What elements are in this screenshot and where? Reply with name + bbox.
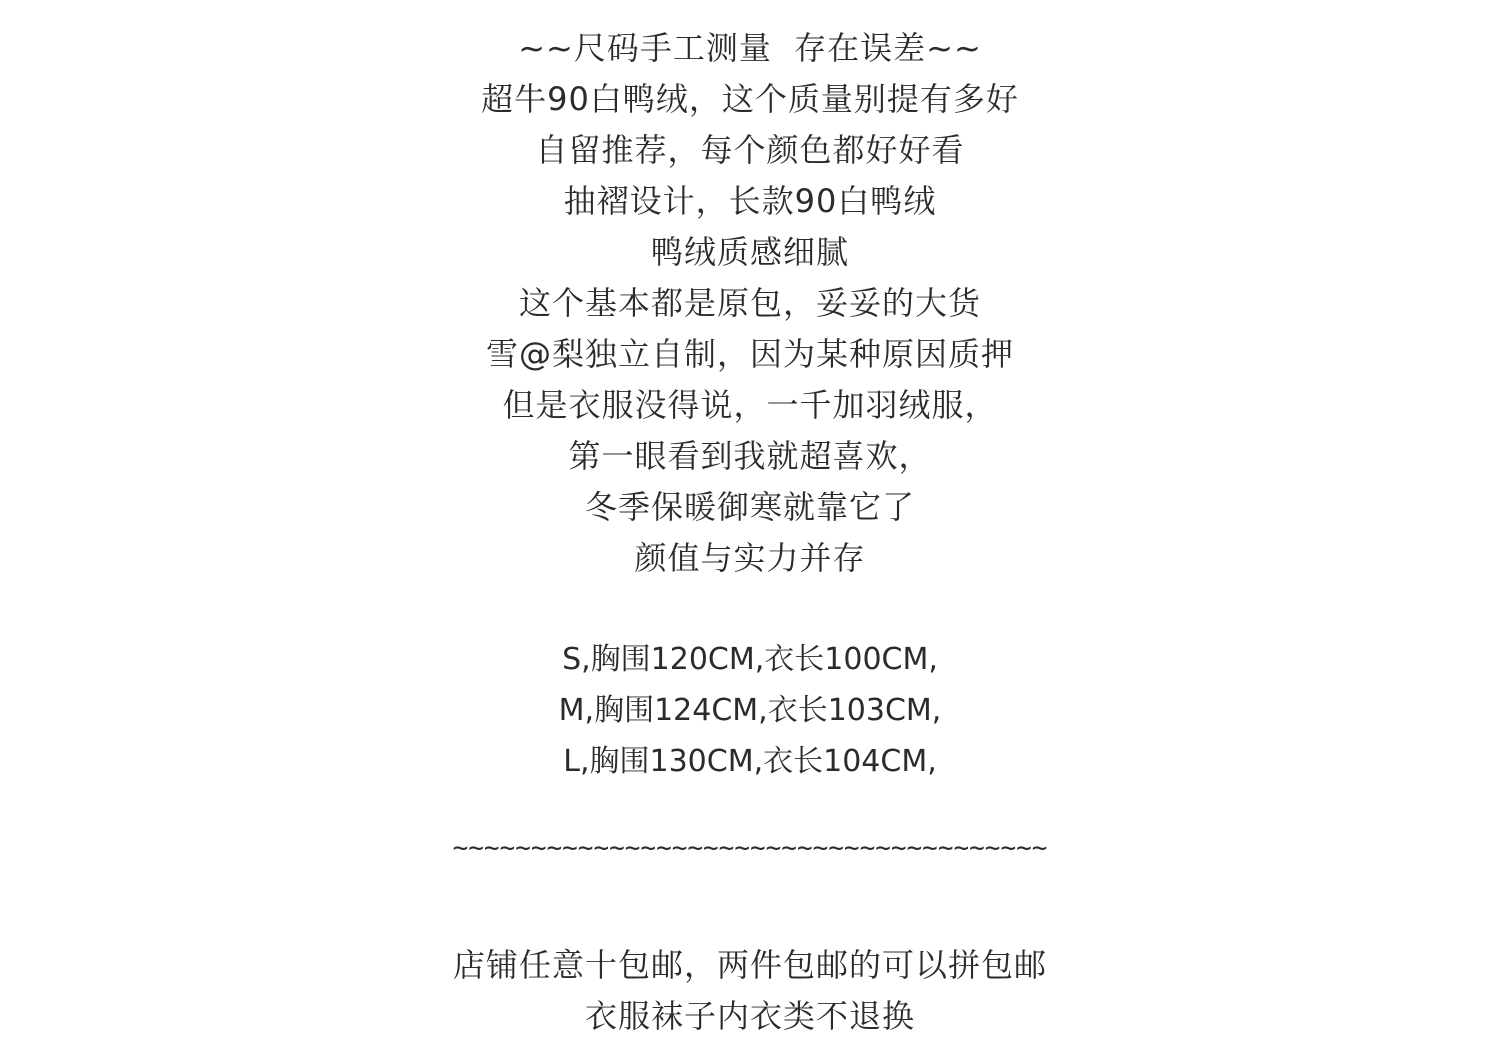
size-row-l: L,胸围130CM,衣长104CM, <box>563 744 937 779</box>
tilde-divider: ~~~~~~~~~~~~~~~~~~~~~~~~~~~~~~~~~~~~~~ <box>452 833 1048 863</box>
description-line: 第一眼看到我就超喜欢， <box>568 437 932 475</box>
description-line: 雪@梨独立自制，因为某种原因质押 <box>485 335 1014 373</box>
description-line: 冬季保暖御寒就靠它了 <box>584 488 915 526</box>
description-line: 鸭绒质感细腻 <box>650 233 849 271</box>
return-policy-note: 衣服袜子内衣类不退换 <box>584 997 915 1035</box>
description-line: 这个基本都是原包，妥妥的大货 <box>518 284 981 322</box>
size-row-m: M,胸围124CM,衣长103CM, <box>558 693 942 728</box>
shipping-note: 店铺任意十包邮，两件包邮的可以拼包邮 <box>452 946 1047 984</box>
description-line: 颜值与实力并存 <box>634 539 866 577</box>
description-line: 但是衣服没得说，一千加羽绒服， <box>502 386 998 424</box>
description-line: 自留推荐，每个颜色都好好看 <box>535 131 965 169</box>
size-row-s: S,胸围120CM,衣长100CM, <box>562 642 938 677</box>
measurement-note-header: ~~尺码手工测量 存在误差~~ <box>518 29 982 67</box>
description-line: 抽褶设计，长款90白鸭绒 <box>563 182 937 220</box>
description-line: 超牛90白鸭绒，这个质量别提有多好 <box>481 80 1019 118</box>
